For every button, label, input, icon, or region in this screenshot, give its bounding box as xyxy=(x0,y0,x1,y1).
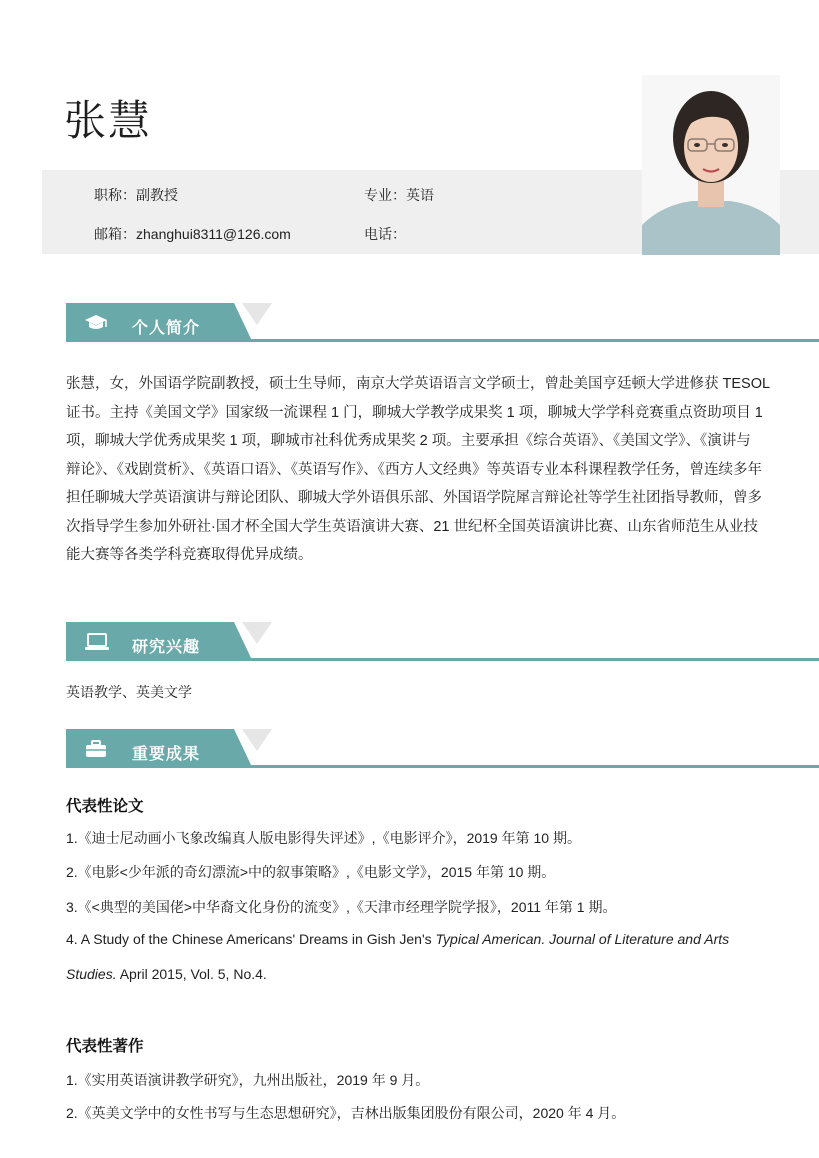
books-heading: 代表性著作 xyxy=(66,1038,144,1055)
person-name: 张慧 xyxy=(64,97,153,144)
intro-line: 张慧，女，外国语学院副教授，硕士生导师，南京大学英语语言文学硕士，曾赴美国亨廷顿大学进修获 TESOL xyxy=(66,376,771,392)
phone-field: 电话： xyxy=(364,226,406,242)
briefcase-icon xyxy=(84,739,108,759)
intro-line: 辩论》、《戏剧赏析》、《英语口语》、《英语写作》、《西方人文经典》等英语专业本科课程教学任务，曾连续多年 xyxy=(66,461,762,478)
major-field: 专业：英语 xyxy=(364,187,434,203)
paper-item: 2.《电影<少年派的奇幻漂流>中的叙事策略》,《电影文学》，2015 年第 10 期。 xyxy=(66,864,556,880)
laptop-icon xyxy=(84,632,108,652)
paper-item-text: April 2015, Vol. 5, No.4. xyxy=(116,966,267,982)
title-field: 职称：副教授 xyxy=(94,187,178,203)
paper-item-continued xyxy=(66,966,267,982)
paper-item-text: 4. A Study of the Chinese Americans' Dreams in Gish Jen's xyxy=(66,931,436,947)
papers-heading: 代表性论文 xyxy=(66,798,144,815)
intro-line: 担任聊城大学英语演讲与辩论团队、聊城大学外语俱乐部、外国语学院犀言辩论社等学生社团指导教师，曾多 xyxy=(66,490,762,506)
paper-item-journal: Typical American. Journal of Literature and Arts xyxy=(435,931,730,947)
paper-item-journal: Studies. xyxy=(66,966,117,982)
profile-photo xyxy=(642,75,780,255)
section-title-intro: 个人简介 xyxy=(132,320,201,337)
book-item: 1.《实用英语演讲教学研究》，九州出版社，2019 年 9 月。 xyxy=(66,1072,430,1088)
paper-item: 1.《迪士尼动画小飞象改编真人版电影得失评述》,《电影评介》，2019 年第 10 期。 xyxy=(66,830,581,846)
intro-line: 项，聊城大学优秀成果奖 1 项，聊城市社科优秀成果奖 2 项。主要承担《综合英语》、《美国文学》、《演讲与 xyxy=(66,433,751,449)
email-field: 邮箱：zhanghui8311@126.com xyxy=(94,226,291,242)
graduation-cap-icon xyxy=(84,313,108,333)
paper-item xyxy=(66,931,806,947)
intro-line: 能大赛等各类学科竞赛取得优异成绩。 xyxy=(66,547,313,563)
intro-line: 次指导学生参加外研社·国才杯全国大学生英语演讲大赛、21 世纪杯全国英语演讲比赛、山东省师范生从业技 xyxy=(66,518,758,535)
intro-line: 证书。主持《美国文学》国家级一流课程 1 门，聊城大学教学成果奖 1 项，聊城大学学科竞赛重点资助项目 1 xyxy=(66,404,763,421)
section-title-achievements: 重要成果 xyxy=(132,746,201,763)
paper-item: 3.《<典型的美国佬>中华裔文化身份的流变》,《天津市经理学院学报》，2011 年第 1 期。 xyxy=(66,899,617,915)
book-item: 2.《英美文学中的女性书写与生态思想研究》，吉林出版集团股份有限公司，2020 年 4 月。 xyxy=(66,1105,626,1121)
section-title-research: 研究兴趣 xyxy=(132,639,201,656)
research-interests: 英语教学、英美文学 xyxy=(66,684,192,700)
intro-paragraph xyxy=(66,370,790,570)
